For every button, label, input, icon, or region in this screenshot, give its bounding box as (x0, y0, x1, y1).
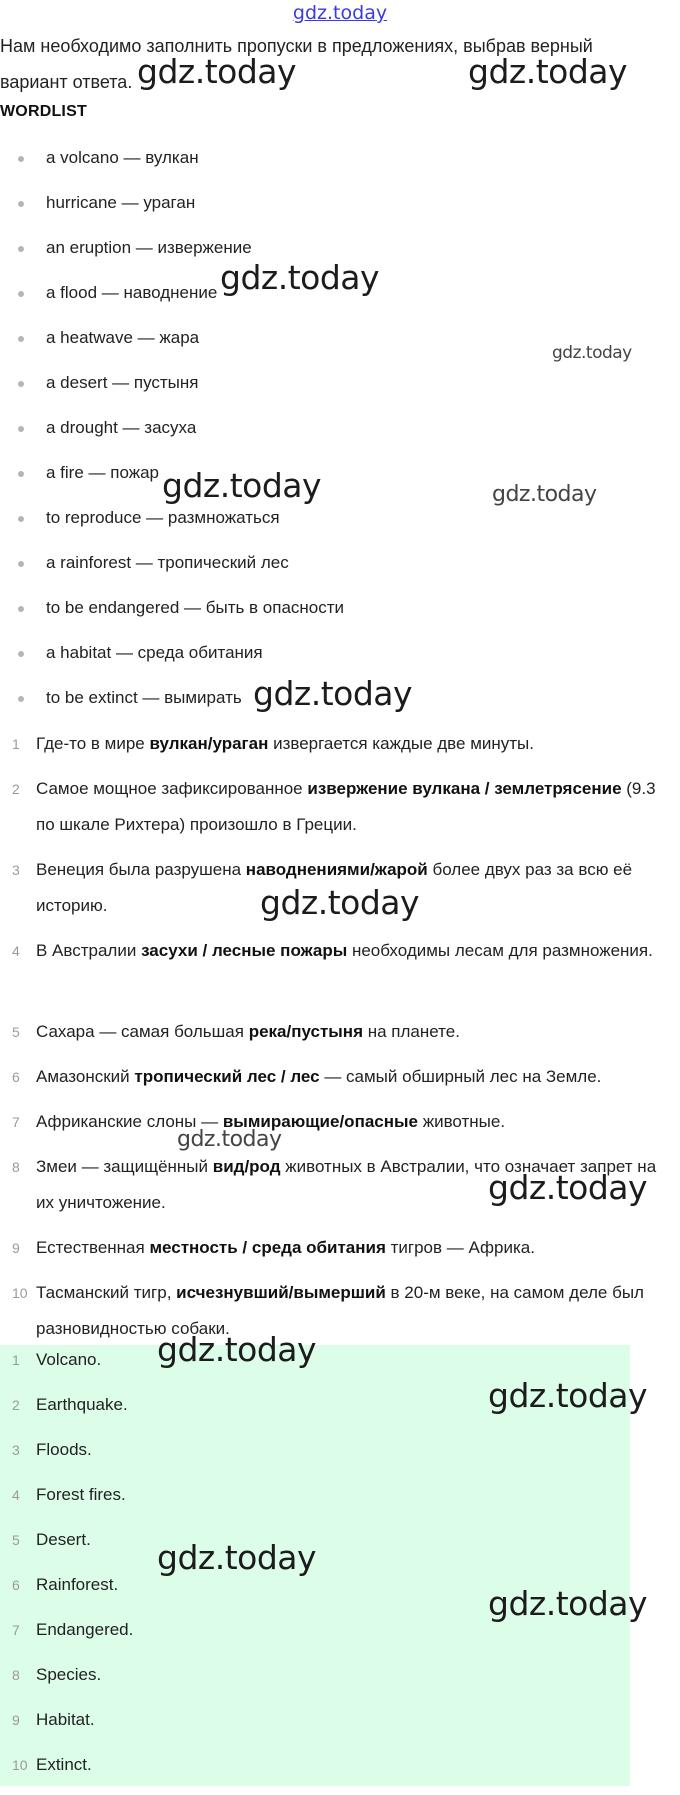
question-item: 1 Где-то в мире вулкан/ураган извергается каждые две минуты. (12, 734, 534, 753)
answer-item: 10 Extinct. (12, 1755, 92, 1774)
bullet-icon (18, 336, 24, 342)
wordlist-item: a fire — пожар (0, 461, 660, 506)
watermark-logo: gdz.today (492, 482, 597, 507)
bullet-icon (18, 471, 24, 477)
answer-item: 5 Desert. (12, 1530, 91, 1549)
wordlist-item: to be endangered — быть в опасности (0, 596, 660, 641)
question-item: 9 Естественная местность / среда обитания тигров — Африка. (12, 1238, 535, 1257)
question-item: 10 Тасманский тигр, исчезнувший/вымерший в 20-м веке, на самом деле был разновидностью собаки. (12, 1283, 644, 1338)
bullet-icon (18, 651, 24, 657)
bullet-icon (18, 291, 24, 297)
site-link[interactable]: gdz.today (292, 2, 388, 24)
questions-list (0, 726, 660, 1356)
question-item: 8 Змеи — защищённый вид/род животных в Австралии, что означает запрет на их уничтожение. (12, 1157, 657, 1212)
question-item: 7 Африканские слоны — вымирающие/опасные животные. (12, 1112, 506, 1131)
bullet-icon (18, 606, 24, 612)
watermark-logo: gdz.today (157, 1538, 317, 1577)
watermark-logo: gdz.today (157, 1330, 317, 1369)
wordlist-heading: WORDLIST (0, 103, 87, 120)
question-item: 4 В Австралии засухи / лесные пожары необходимы лесам для размножения. (12, 941, 653, 960)
question-item: 6 Амазонский тропический лес / лес — самый обширный лес на Земле. (12, 1067, 602, 1086)
wordlist-item: to reproduce — размножаться (0, 506, 660, 551)
watermark-logo: gdz.today (552, 343, 632, 363)
wordlist-item: a rainforest — тропический лес (0, 551, 660, 596)
question-item: 5 Сахара — самая большая река/пустыня на планете. (12, 1022, 460, 1041)
wordlist-item: a heatwave — жара (0, 326, 660, 371)
bullet-icon (18, 381, 24, 387)
watermark-logo: gdz.today (177, 1127, 282, 1152)
bullet-icon (18, 516, 24, 522)
answer-item: 7 Endangered. (12, 1620, 134, 1639)
bullet-icon (18, 561, 24, 567)
answer-item: 6 Rainforest. (12, 1575, 119, 1594)
watermark-logo: gdz.today (162, 466, 322, 505)
wordlist-item: an eruption — извержение (0, 236, 660, 281)
wordlist-item: a drought — засуха (0, 416, 660, 461)
wordlist-item: a desert — пустыня (0, 371, 660, 416)
answer-item: 8 Species. (12, 1665, 102, 1684)
intro-text: Нам необходимо заполнить пропуски в предложениях, выбрав верный вариант ответа. (0, 36, 593, 92)
bullet-icon (18, 201, 24, 207)
answer-item: 2 Earthquake. (12, 1395, 128, 1414)
bullet-icon (18, 696, 24, 702)
bullet-icon (18, 246, 24, 252)
watermark-logo: gdz.today (253, 674, 413, 713)
watermark-logo: gdz.today (137, 52, 297, 91)
watermark-logo: gdz.today (488, 1584, 648, 1623)
wordlist-item: to be extinct — вымирать (0, 686, 660, 731)
answer-item: 4 Forest fires. (12, 1485, 126, 1504)
answer-item: 9 Habitat. (12, 1710, 95, 1729)
watermark-logo: gdz.today (468, 52, 628, 91)
wordlist-item: a volcano — вулкан (0, 146, 660, 191)
watermark-logo: gdz.today (488, 1376, 648, 1415)
watermark-logo: gdz.today (260, 883, 420, 922)
wordlist (0, 146, 660, 731)
wordlist-item: hurricane — ураган (0, 191, 660, 236)
wordlist-item: a habitat — среда обитания (0, 641, 660, 686)
watermark-logo: gdz.today (488, 1168, 648, 1207)
bullet-icon (18, 156, 24, 162)
answer-item: 3 Floods. (12, 1440, 92, 1459)
bullet-icon (18, 426, 24, 432)
question-item: 2 Самое мощное зафиксированное извержение вулкана / землетрясение (9.3 по шкале Рихтера) произошло в Греции. (12, 779, 656, 834)
watermark-logo: gdz.today (220, 258, 380, 297)
question-item: 3 Венеция была разрушена наводнениями/жарой более двух раз за всю её историю. (12, 860, 633, 915)
answer-item: 1 Volcano. (12, 1350, 102, 1369)
wordlist-item: a flood — наводнение (0, 281, 660, 326)
